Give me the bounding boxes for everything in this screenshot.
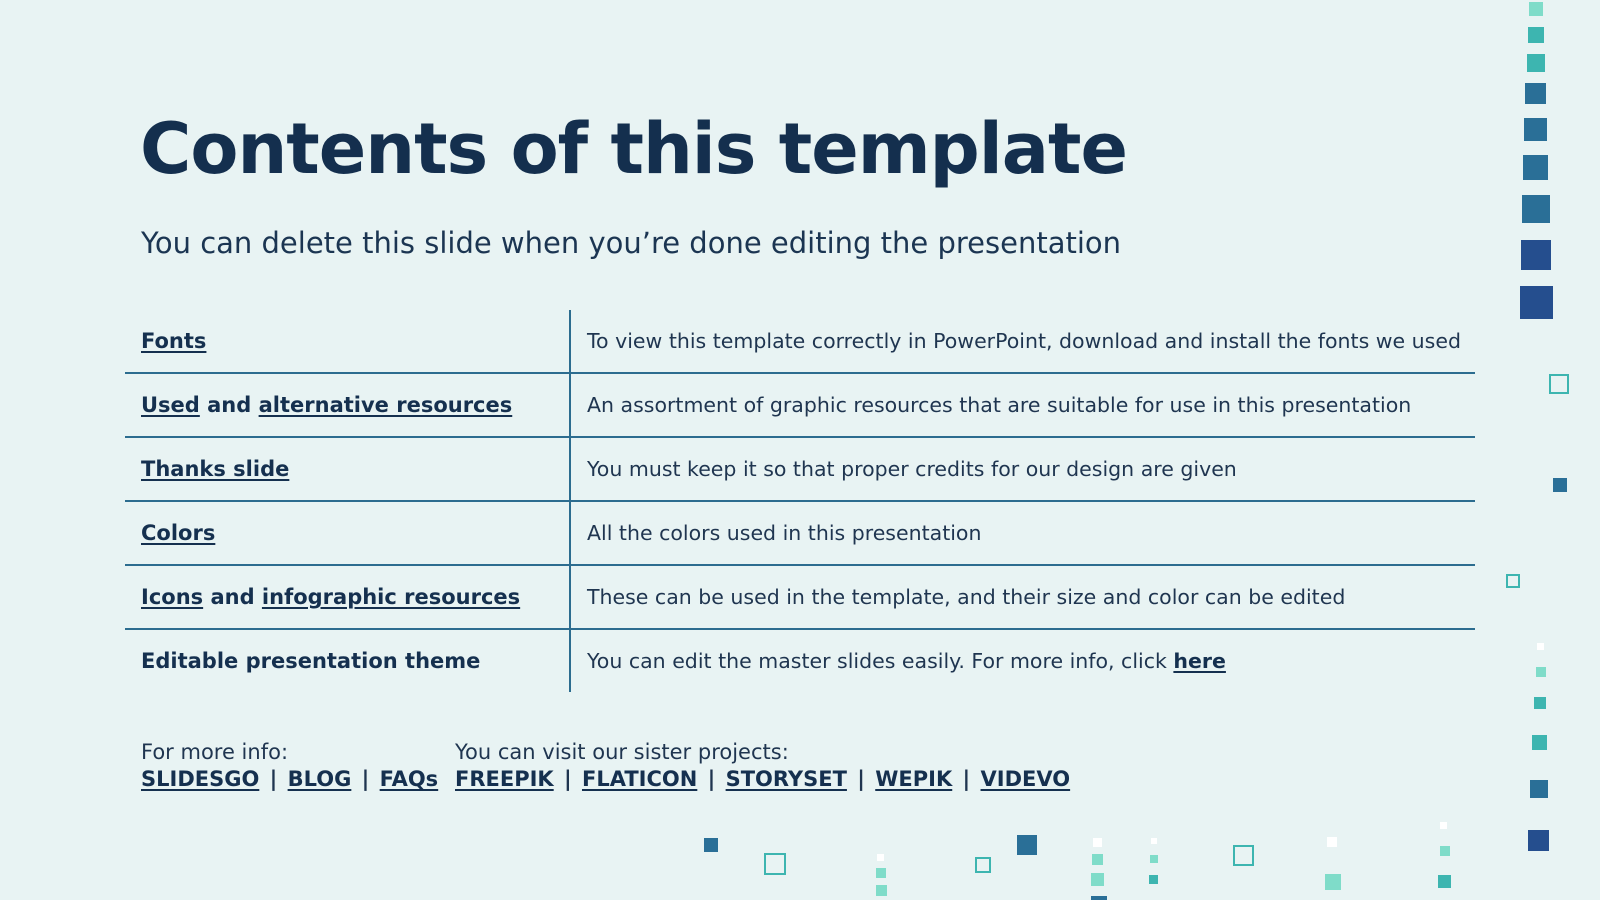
- link-freepik[interactable]: FREEPIK: [455, 767, 554, 791]
- row-label: [125, 565, 570, 629]
- decorative-square: [1327, 837, 1337, 847]
- row-label: [125, 310, 570, 373]
- link-wepik[interactable]: WEPIK: [875, 767, 953, 791]
- row-description-text: You can edit the master slides easily. For more info, click: [587, 649, 1174, 673]
- decorative-square: [1151, 838, 1157, 844]
- row-description-text: You must keep it so that proper credits for our design are given: [587, 457, 1237, 481]
- decorative-square: [1522, 195, 1550, 223]
- more-info-label: For more info:: [141, 740, 289, 764]
- row-description-text: All the colors used in this presentation: [587, 521, 982, 545]
- decorative-square: [1091, 873, 1104, 886]
- row-description-text: An assortment of graphic resources that are suitable for use in this presentation: [587, 393, 1412, 417]
- row-description-text: To view this template correctly in PowerPoint, download and install the fonts we used: [587, 329, 1461, 353]
- row-label-text: Editable presentation theme: [141, 649, 481, 673]
- decorative-square: [1091, 896, 1107, 900]
- decorative-square: [1553, 478, 1567, 492]
- decorative-square: [1520, 286, 1553, 319]
- decorative-square: [1440, 822, 1447, 829]
- table-row: [125, 373, 1475, 437]
- contents-table: [125, 310, 1475, 692]
- sister-projects-label: You can visit our sister projects:: [455, 740, 789, 764]
- link-separator: |: [857, 767, 865, 791]
- decorative-square: [1017, 835, 1037, 855]
- decorative-square: [877, 854, 884, 861]
- page-title: Contents of this template: [140, 108, 1127, 190]
- decorative-square: [1549, 374, 1569, 394]
- link-storyset[interactable]: STORYSET: [725, 767, 847, 791]
- sister-projects-links: [455, 767, 1070, 791]
- here-link[interactable]: here: [1173, 649, 1226, 673]
- decorative-square: [1525, 83, 1546, 104]
- more-info-links: [141, 767, 438, 791]
- decorative-square: [876, 868, 886, 878]
- decorative-square: [1530, 780, 1548, 798]
- row-label-link[interactable]: Thanks slide: [141, 457, 290, 481]
- link-flaticon[interactable]: FLATICON: [581, 767, 698, 791]
- decorative-square: [1532, 735, 1547, 750]
- decorative-square: [1438, 875, 1451, 888]
- row-label: [125, 501, 570, 565]
- decorative-square: [1523, 155, 1548, 180]
- decorative-square: [1528, 830, 1549, 851]
- decorative-square: [1529, 2, 1543, 16]
- row-label-text: and: [203, 585, 262, 609]
- table-row: [125, 565, 1475, 629]
- sister-projects-section: [455, 740, 1070, 791]
- row-description: [570, 373, 1475, 437]
- decorative-square: [704, 838, 718, 852]
- decorative-square: [1093, 838, 1102, 847]
- decorative-square: [1325, 874, 1341, 890]
- decorative-square: [1233, 845, 1254, 866]
- decorative-square: [1149, 875, 1158, 884]
- row-label-link[interactable]: alternative resources: [258, 393, 513, 417]
- row-label-link[interactable]: Colors: [141, 521, 216, 545]
- decorative-square: [1524, 118, 1547, 141]
- decorative-square: [764, 853, 786, 875]
- more-info-section: [141, 740, 438, 791]
- table-row: [125, 629, 1475, 692]
- row-label: [125, 629, 570, 692]
- table-row: [125, 501, 1475, 565]
- row-label-link[interactable]: Icons: [141, 585, 204, 609]
- row-label-link[interactable]: Fonts: [141, 329, 207, 353]
- link-separator: |: [269, 767, 278, 791]
- link-blog[interactable]: BLOG: [287, 767, 352, 791]
- decorative-square: [1527, 54, 1545, 72]
- row-description: [570, 629, 1475, 692]
- decorative-square: [1528, 27, 1544, 43]
- row-description-text: These can be used in the template, and their size and color can be edited: [587, 585, 1346, 609]
- link-videvo[interactable]: VIDEVO: [980, 767, 1071, 791]
- row-label-link[interactable]: infographic resources: [261, 585, 521, 609]
- link-faqs[interactable]: FAQs: [379, 767, 439, 791]
- table-row: [125, 310, 1475, 373]
- decorative-square: [1534, 697, 1546, 709]
- page-subtitle: You can delete this slide when you’re done editing the presentation: [141, 226, 1122, 260]
- decorative-square: [1506, 574, 1520, 588]
- decorative-square: [1150, 855, 1158, 863]
- decorative-square: [1536, 667, 1546, 677]
- row-description: [570, 565, 1475, 629]
- decorative-square: [1092, 854, 1103, 865]
- link-separator: |: [962, 767, 971, 791]
- row-label-link[interactable]: Used: [141, 393, 200, 417]
- row-description: [570, 501, 1475, 565]
- decorative-square: [975, 857, 991, 873]
- link-separator: |: [564, 767, 572, 791]
- decorative-square: [1537, 643, 1544, 650]
- row-label-text: and: [199, 393, 259, 417]
- link-slidesgo[interactable]: SLIDESGO: [141, 767, 260, 791]
- decorative-square: [1521, 240, 1551, 270]
- link-separator: |: [361, 767, 370, 791]
- decorative-square: [876, 885, 887, 896]
- row-label: [125, 437, 570, 501]
- decorative-square: [1440, 846, 1450, 856]
- link-separator: |: [707, 767, 716, 791]
- row-description: [570, 310, 1475, 373]
- table-row: [125, 437, 1475, 501]
- row-description: [570, 437, 1475, 501]
- row-label: [125, 373, 570, 437]
